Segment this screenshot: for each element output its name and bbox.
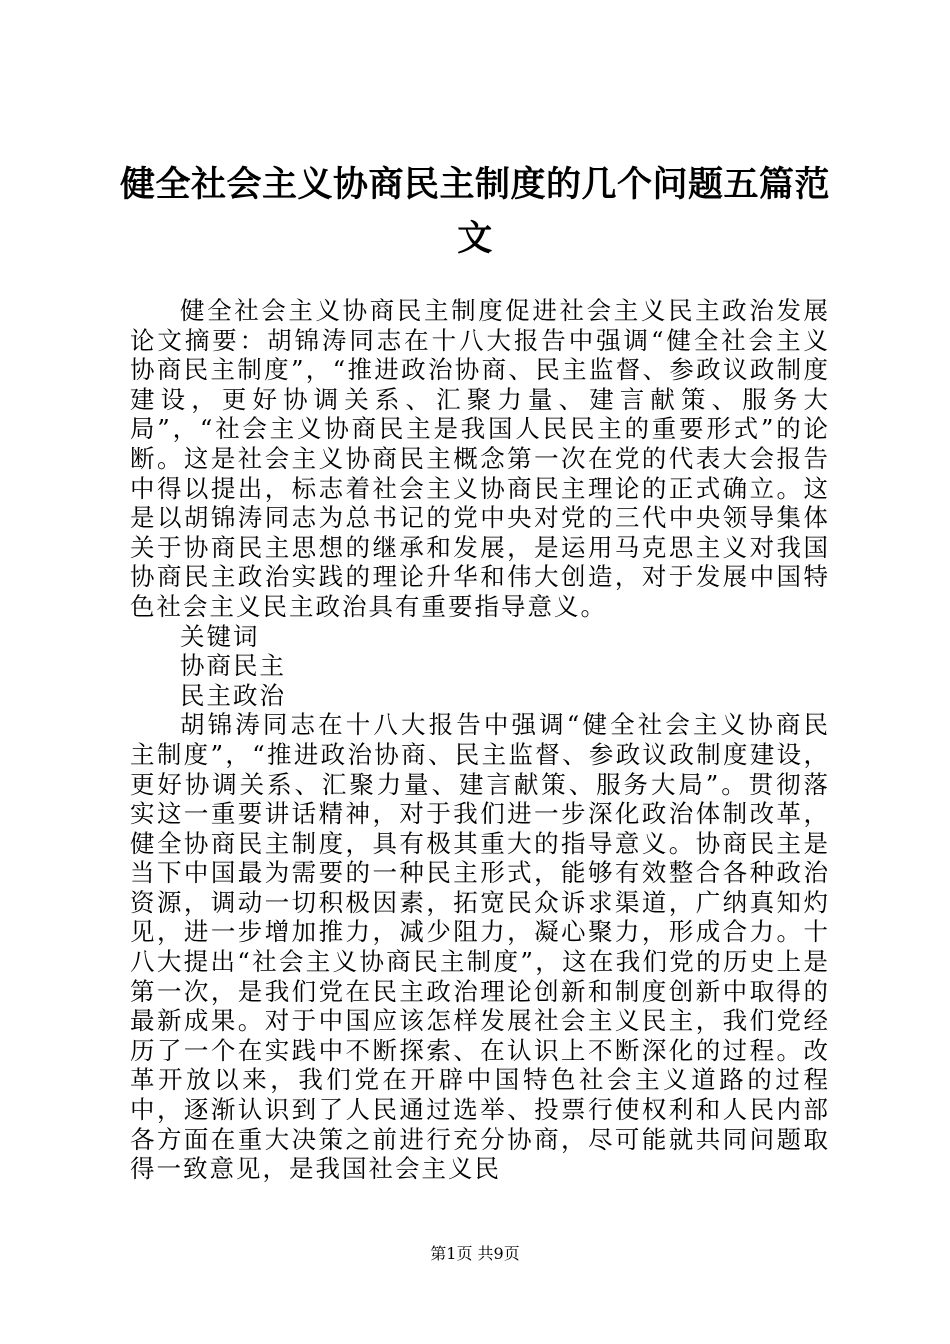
document-body xyxy=(130,296,830,1184)
abstract-paragraph: 健全社会主义协商民主制度促进社会主义民主政治发展论文摘要：胡锦涛同志在十八大报告中强调“健全社会主义协商民主制度”，“推进政治协商、民主监督、参政议政制度建设，更好协调关系、汇聚力量、建言献策、服务大局”，“社会主义协商民主是我国人民民主的重要形式”的论断。这是社会主义协商民主概念第一次在党的代表大会报告中得以提出，标志着社会主义协商民主理论的正式确立。这是以胡锦涛同志为总书记的党中央对党的三代中央领导集体关于协商民主思想的继承和发展，是运用马克思主义对我国协商民主政治实践的理论升华和伟大创造，对于发展中国特色社会主义民主政治具有重要指导意义。 xyxy=(130,296,830,621)
main-paragraph: 胡锦涛同志在十八大报告中强调“健全社会主义协商民主制度”，“推进政治协商、民主监督、参政议政制度建设，更好协调关系、汇聚力量、建言献策、服务大局”。贯彻落实这一重要讲话精神，对于我们进一步深化政治体制改革，健全协商民主制度，具有极其重大的指导意义。协商民主是当下中国最为需要的一种民主形式，能够有效整合各种政治资源，调动一切积极因素，拓宽民众诉求渠道，广纳真知灼见，进一步增加推力，减少阻力，凝心聚力，形成合力。十八大提出“社会主义协商民主制度”，这在我们党的历史上是第一次，是我们党在民主政治理论创新和制度创新中取得的最新成果。对于中国应该怎样发展社会主义民主，我们党经历了一个在实践中不断探索、在认识上不断深化的过程。改革开放以来，我们党在开辟中国特色社会主义道路的过程中，逐渐认识到了人民通过选举、投票行使权利和人民内部各方面在重大决策之前进行充分协商，尽可能就共同问题取得一致意见，是我国社会主义民 xyxy=(130,710,830,1184)
document-title: 健全社会主义协商民主制度的几个问题五篇范文 xyxy=(120,165,831,259)
keywords-label: 关键词 xyxy=(180,621,260,651)
page-number-footer: 第1页 共9页 xyxy=(430,1244,520,1263)
keyword-item: 协商民主 xyxy=(180,651,286,681)
keyword-item: 民主政治 xyxy=(180,680,286,710)
